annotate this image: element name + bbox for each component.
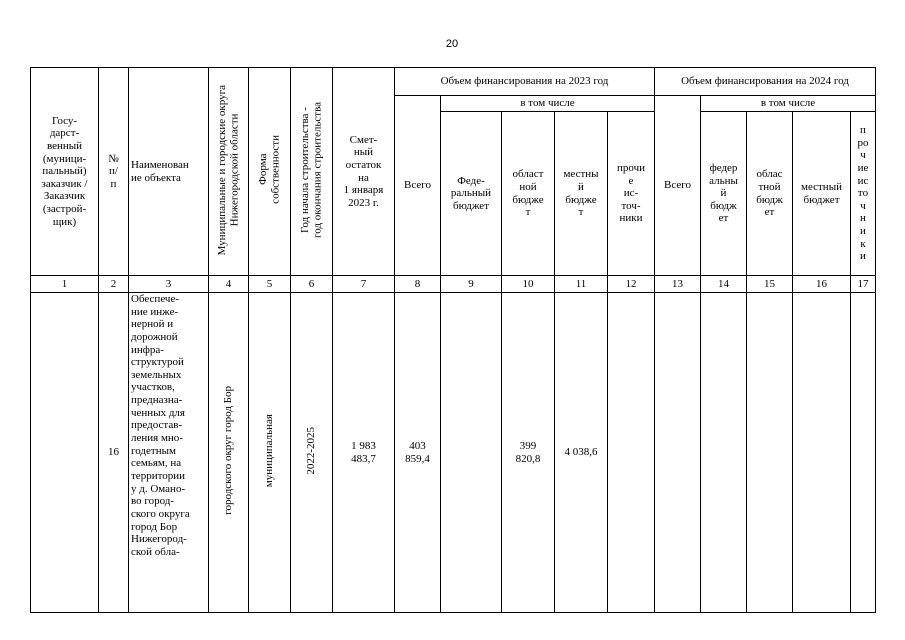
- row-local-2024: [793, 293, 851, 613]
- column-number: 6: [291, 276, 333, 293]
- row-years: 2022-2025: [291, 293, 333, 613]
- page-number: 20: [445, 38, 459, 50]
- row-object-name: Обеспече- ние инже- нерной и дорожной инфра- структурой земельных участков, предназна- ченных для предостав- ления мно- годетным семьям, на территории у д. Омано- во город- ского округа город Бор Нижегород- ской обла-: [129, 293, 209, 613]
- header-total-2023: Всего: [395, 96, 441, 276]
- column-number: 1: [31, 276, 99, 293]
- column-number: 11: [555, 276, 608, 293]
- header-local-2023: местны й бюдже т: [555, 112, 608, 276]
- column-number: 17: [851, 276, 876, 293]
- header-including-2024: в том числе: [701, 96, 876, 112]
- column-number: 2: [99, 276, 129, 293]
- row-local-2023: 4 038,6: [555, 293, 608, 613]
- header-other-2024: п ро ч ие ис то ч н и к и: [851, 112, 876, 276]
- row-total-2024: [655, 293, 701, 613]
- header-years: Год начала строительства - год окончания строительства: [291, 68, 333, 276]
- header-object-name: Наименован ие объекта: [129, 68, 209, 276]
- column-number: 10: [502, 276, 555, 293]
- column-number: 16: [793, 276, 851, 293]
- row-federal-2023: [441, 293, 502, 613]
- header-num: № п/ п: [99, 68, 129, 276]
- row-estimate: 1 983 483,7: [333, 293, 395, 613]
- financing-table: [30, 67, 876, 613]
- row-municipality: городского округ город Бор: [209, 293, 249, 613]
- column-number: 4: [209, 276, 249, 293]
- header-local-2024: местный бюджет: [793, 112, 851, 276]
- row-federal-2024: [701, 293, 747, 613]
- column-number: 14: [701, 276, 747, 293]
- column-numbers-row: [31, 276, 876, 293]
- header-other-2023: прочи е ис- точ- ники: [608, 112, 655, 276]
- header-fin-2023: Объем финансирования на 2023 год: [395, 68, 655, 96]
- header-customer: Госу- дарст- венный (муници- пальный) заказчик / Заказчик (застрой- щик): [31, 68, 99, 276]
- row-regional-2023: 399 820,8: [502, 293, 555, 613]
- column-number: 3: [129, 276, 209, 293]
- header-including-2023: в том числе: [441, 96, 655, 112]
- column-number: 8: [395, 276, 441, 293]
- column-number: 7: [333, 276, 395, 293]
- header-fin-2024: Объем финансирования на 2024 год: [655, 68, 876, 96]
- column-number: 12: [608, 276, 655, 293]
- column-number: 15: [747, 276, 793, 293]
- header-total-2024: Всего: [655, 96, 701, 276]
- header-federal-2024: федер альны й бюдж ет: [701, 112, 747, 276]
- row-regional-2024: [747, 293, 793, 613]
- column-number: 9: [441, 276, 502, 293]
- header-municipality: Муниципальные и городские округа Нижегородской области: [209, 68, 249, 276]
- row-num: 16: [99, 293, 129, 613]
- header-regional-2023: област ной бюдже т: [502, 112, 555, 276]
- column-number: 13: [655, 276, 701, 293]
- column-number: 5: [249, 276, 291, 293]
- header-regional-2024: облас тной бюдж ет: [747, 112, 793, 276]
- header-estimate: Смет- ный остаток на 1 января 2023 г.: [333, 68, 395, 276]
- table-row: [31, 293, 876, 613]
- header-ownership: Форма собственности: [249, 68, 291, 276]
- row-other-2024: [851, 293, 876, 613]
- row-total-2023: 403 859,4: [395, 293, 441, 613]
- row-ownership: муниципальная: [249, 293, 291, 613]
- row-other-2023: [608, 293, 655, 613]
- header-federal-2023: Феде- ральный бюджет: [441, 112, 502, 276]
- row-customer: [31, 293, 99, 613]
